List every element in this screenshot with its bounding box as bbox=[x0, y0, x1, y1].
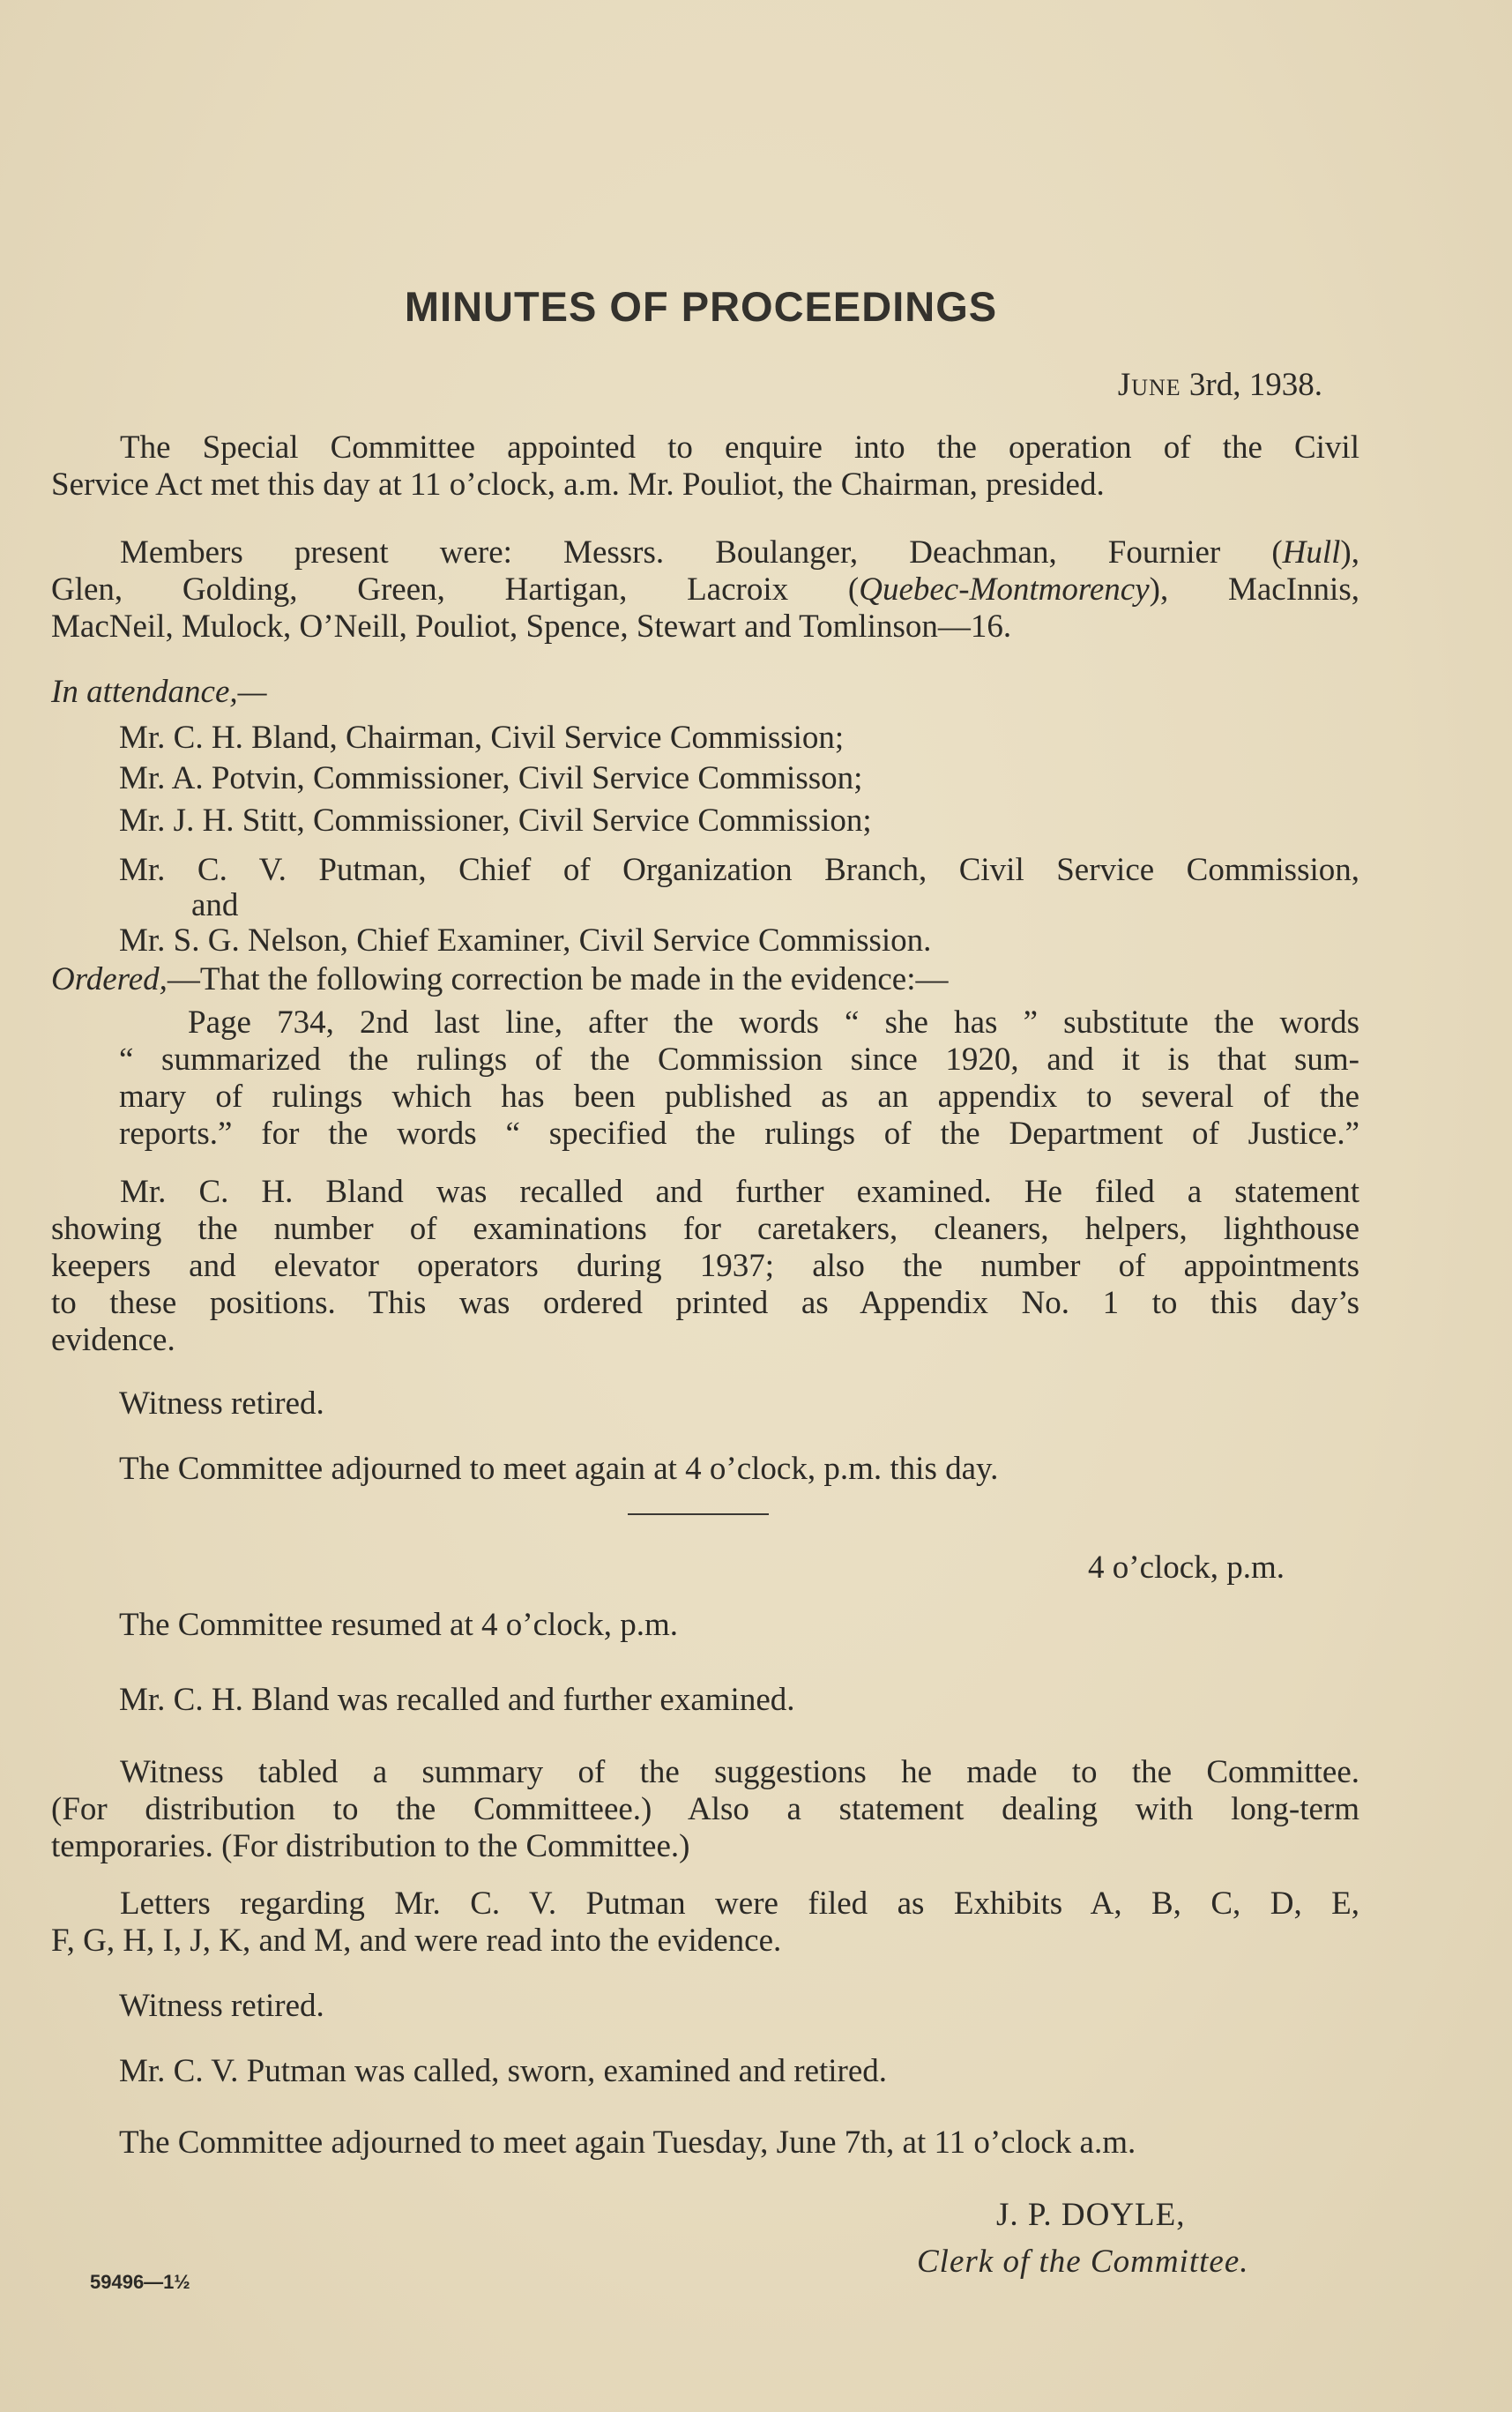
text-span: ), MacInnis, bbox=[1149, 571, 1359, 608]
attendance-list bbox=[119, 760, 1359, 797]
date-month: June bbox=[1117, 367, 1181, 403]
letters-paragraph bbox=[51, 1886, 1359, 1960]
text-line: Page 734, 2nd last line, after the words “ she has ” substitute the words bbox=[188, 1004, 1359, 1041]
text-line: Mr. C. H. Bland was recalled and further examined. He filed a statement bbox=[120, 1174, 1359, 1210]
text-line: temporaries. (For distribution to the Committee.) bbox=[51, 1828, 690, 1864]
witness-retired: Witness retired. bbox=[119, 1385, 324, 1422]
text-line: The Special Committee appointed to enquire into the operation of the Civil bbox=[120, 429, 1359, 466]
text-span: —That the following correction be made in the evidence:— bbox=[167, 961, 949, 997]
afternoon-time: 4 o’clock, p.m. bbox=[1088, 1550, 1285, 1586]
resumed-note: The Committee resumed at 4 o’clock, p.m. bbox=[119, 1607, 678, 1643]
adjourn-note: The Committee adjourned to meet again at 4 o’clock, p.m. this day. bbox=[119, 1451, 999, 1487]
text-span: Members present were: Messrs. Boulanger, Deachman, Fournier ( bbox=[120, 534, 1283, 571]
text-line: MacNeil, Mulock, O’Neill, Pouliot, Spence, Stewart and Tomlinson—16. bbox=[51, 609, 1012, 645]
text-line: showing the number of examinations for caretakers, cleaners, helpers, lighthouse bbox=[51, 1211, 1359, 1247]
section-divider bbox=[628, 1513, 769, 1515]
attendance-item: Mr. C. H. Bland, Chairman, Civil Service Commission; bbox=[119, 720, 845, 756]
date-rest: 3rd, 1938. bbox=[1181, 367, 1322, 403]
recalled-note: Mr. C. H. Bland was recalled and further examined. bbox=[119, 1682, 795, 1718]
attendance-item: and bbox=[191, 887, 239, 923]
attendance-item: Mr. C. V. Putman, Chief of Organization Branch, Civil Service Commission, bbox=[119, 852, 1359, 888]
page-title: MINUTES OF PROCEEDINGS bbox=[404, 283, 998, 330]
ordered-paragraph bbox=[51, 961, 1359, 998]
attendance-list bbox=[119, 803, 1359, 840]
text-line: Service Act met this day at 11 o’clock, a.m. Mr. Pouliot, the Chairman, presided. bbox=[51, 467, 1105, 503]
text-line bbox=[51, 961, 1359, 998]
attendance-list bbox=[119, 853, 1359, 923]
text-span: ), bbox=[1340, 534, 1359, 571]
text-line: Letters regarding Mr. C. V. Putman were filed as Exhibits A, B, C, D, E, bbox=[120, 1886, 1359, 1922]
text-span: Glen, Golding, Green, Hartigan, Lacroix ( bbox=[51, 571, 860, 608]
text-line bbox=[51, 534, 1359, 571]
text-line: “ summarized the rulings of the Commission since 1920, and it is that sum- bbox=[119, 1042, 1359, 1078]
text-line: (For distribution to the Committeee.) Also a statement dealing with long-term bbox=[51, 1791, 1359, 1827]
text-line: reports.” for the words “ specified the rulings of the Department of Justice.” bbox=[119, 1116, 1359, 1152]
attendance-item: Mr. S. G. Nelson, Chief Examiner, Civil Service Commission. bbox=[119, 922, 932, 959]
italic-span: Ordered, bbox=[51, 961, 168, 997]
italic-span: Quebec-Montmorency bbox=[859, 571, 1150, 608]
members-present-paragraph bbox=[51, 534, 1359, 646]
putman-note: Mr. C. V. Putman was called, sworn, examined and retired. bbox=[119, 2053, 888, 2089]
text-line: Witness tabled a summary of the suggestions he made to the Committee. bbox=[120, 1754, 1359, 1790]
print-code: 59496—1½ bbox=[90, 2271, 190, 2293]
bland-statement-paragraph bbox=[51, 1174, 1359, 1359]
attendance-item: Mr. J. H. Stitt, Commissioner, Civil Service Commission; bbox=[119, 803, 872, 839]
italic-span: Hull bbox=[1282, 534, 1341, 571]
text-line: to these positions. This was ordered printed as Appendix No. 1 to this day’s bbox=[51, 1285, 1359, 1321]
opening-paragraph bbox=[51, 429, 1359, 504]
correction-paragraph bbox=[119, 1004, 1359, 1153]
attendance-item: Mr. A. Potvin, Commissioner, Civil Service Commisson; bbox=[119, 760, 863, 796]
witness-retired: Witness retired. bbox=[119, 1988, 324, 2024]
text-line: F, G, H, I, J, K, and M, and were read into the evidence. bbox=[51, 1923, 782, 1959]
attendance-label: In attendance,— bbox=[51, 674, 267, 710]
meeting-date bbox=[1118, 366, 1322, 404]
text-line: mary of rulings which has been published as an appendix to several of the bbox=[119, 1079, 1359, 1115]
attendance-list bbox=[119, 922, 1359, 960]
text-line: evidence. bbox=[51, 1322, 175, 1358]
text-line: keepers and elevator operators during 1937; also the number of appointments bbox=[51, 1248, 1359, 1284]
attendance-list bbox=[119, 719, 1359, 757]
adjourn-note: The Committee adjourned to meet again Tuesday, June 7th, at 11 o’clock a.m. bbox=[119, 2125, 1136, 2161]
summary-paragraph bbox=[51, 1754, 1359, 1865]
text-line bbox=[51, 571, 1359, 609]
signature-name: J. P. DOYLE, bbox=[996, 2197, 1186, 2233]
signature-title: Clerk of the Committee. bbox=[917, 2244, 1249, 2280]
attendance-section bbox=[51, 674, 1359, 711]
